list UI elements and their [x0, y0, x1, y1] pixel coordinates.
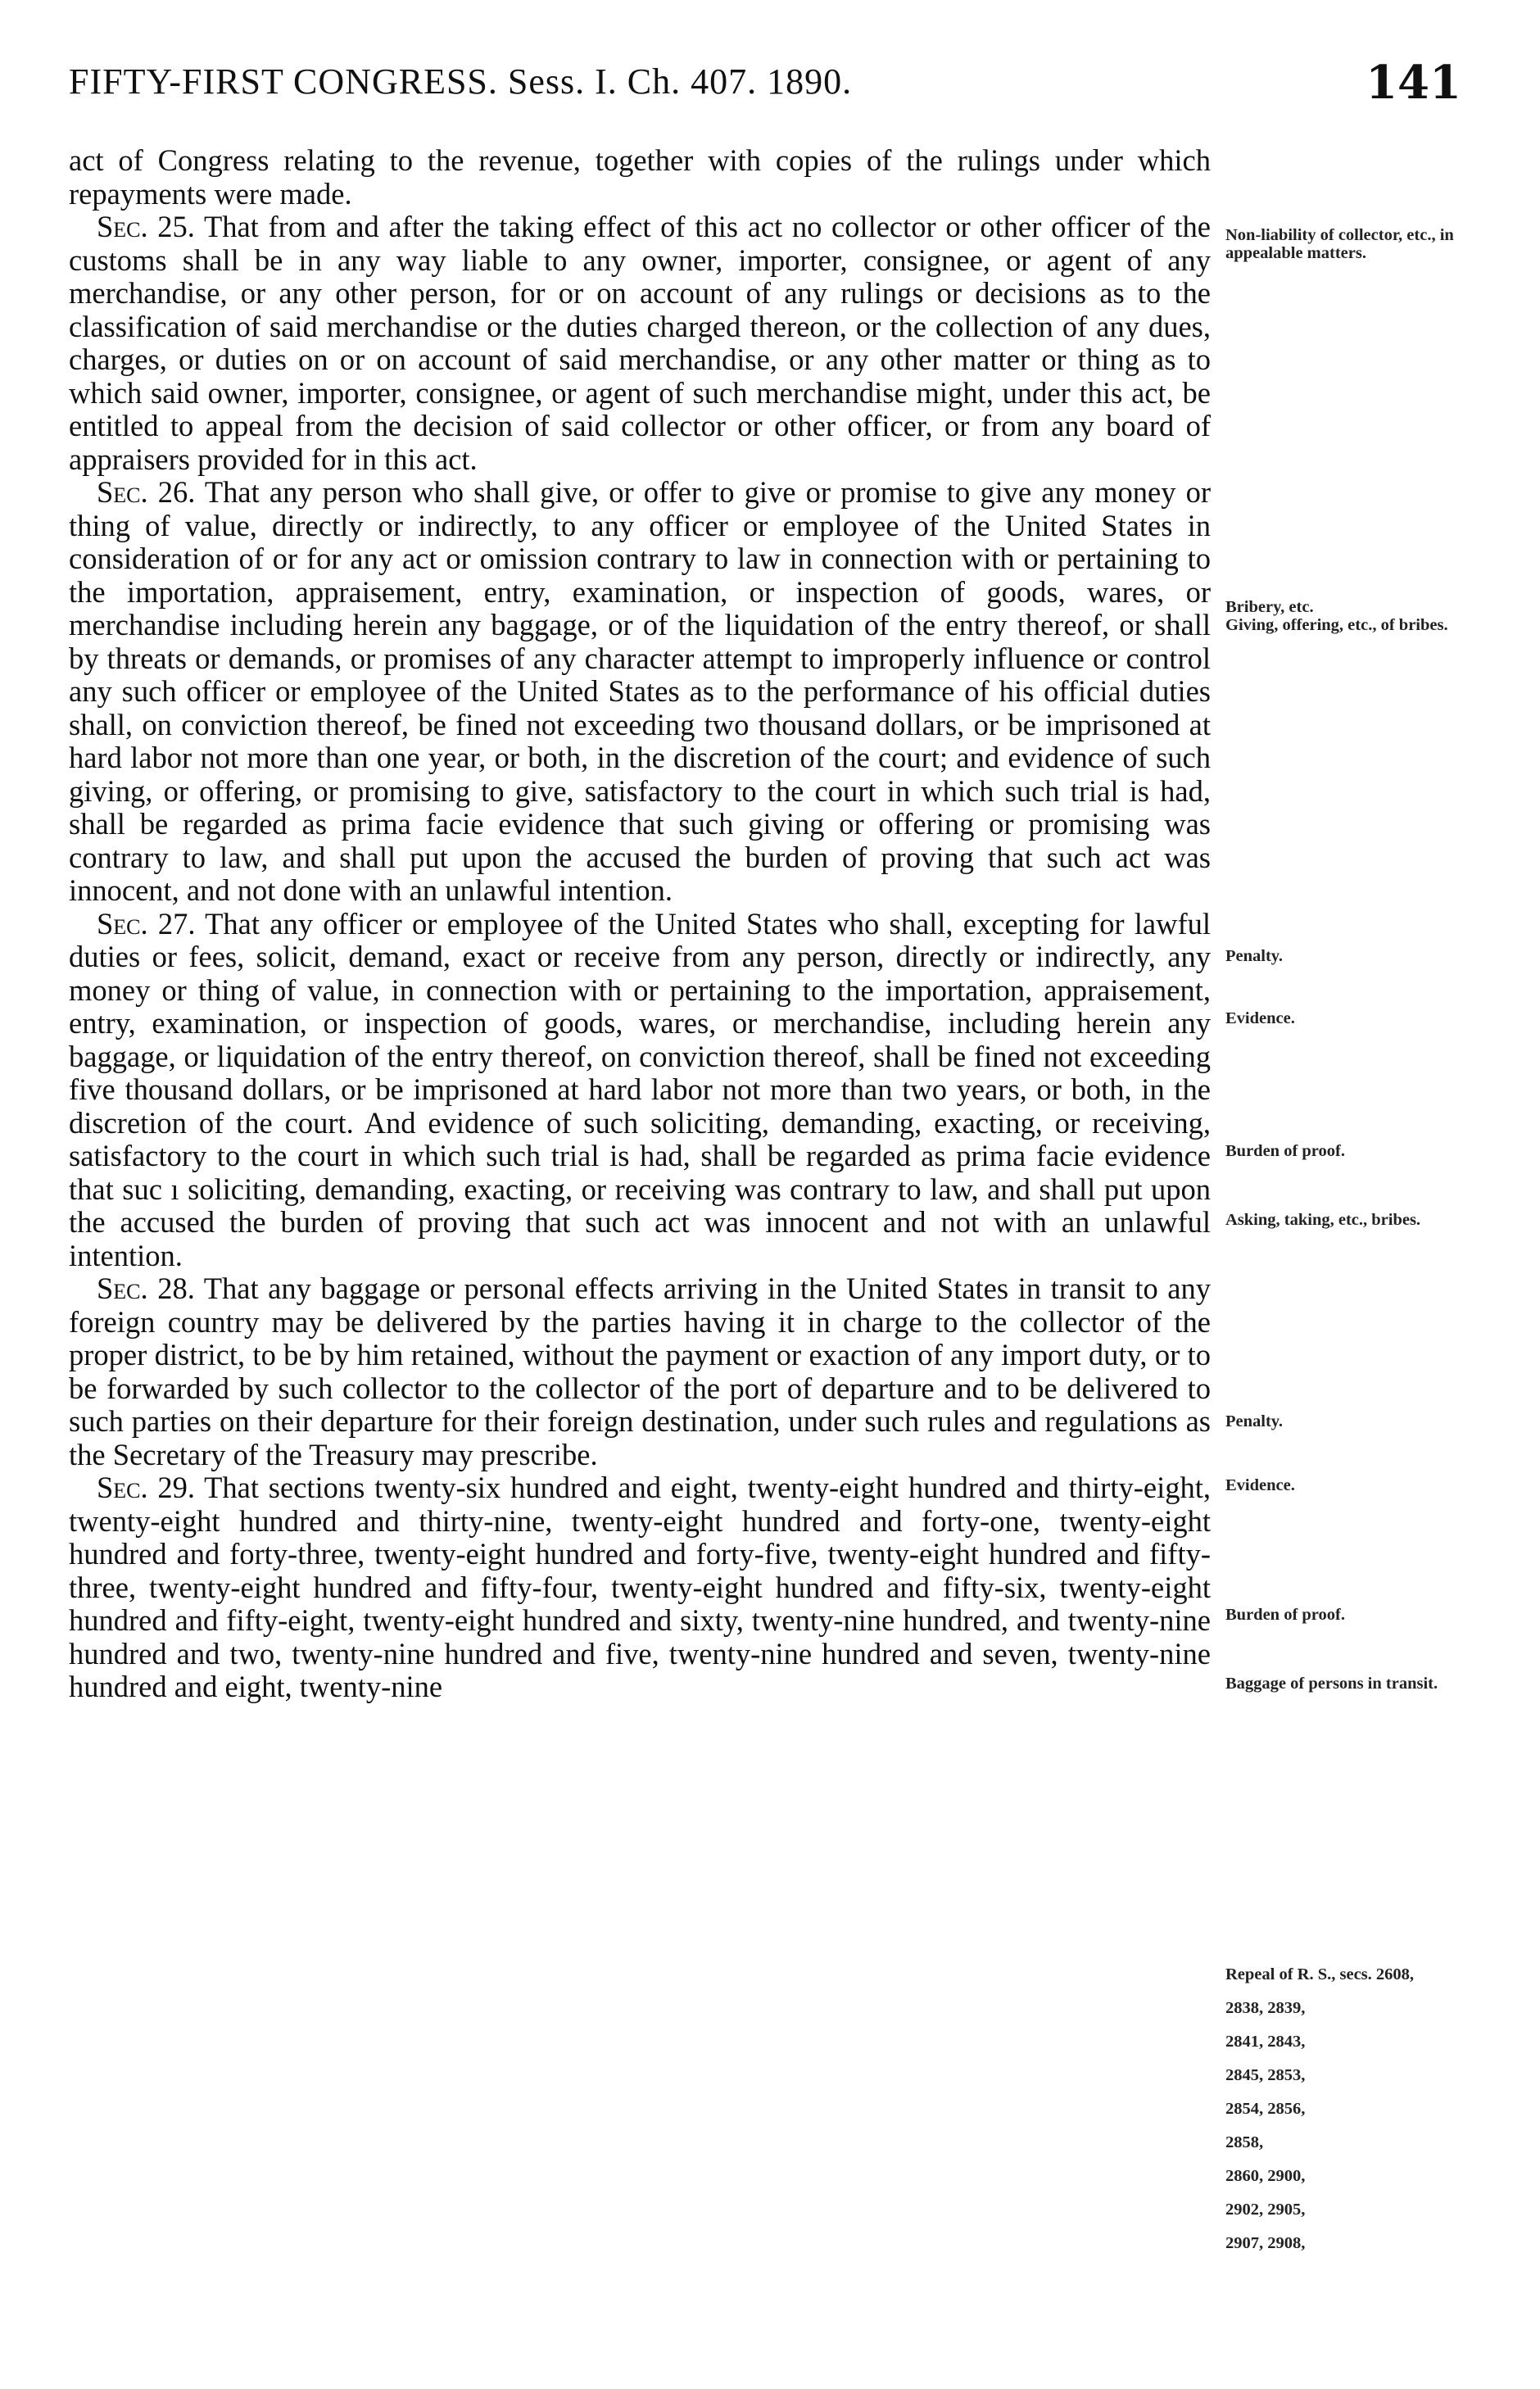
margin-note-asking: Asking, taking, etc., bribes.: [1225, 1211, 1421, 1229]
margin-note-evidence: Evidence.: [1225, 1009, 1295, 1027]
margin-note-penalty: Penalty.: [1225, 1412, 1284, 1430]
margin-note-non-liability: Non-liability of collector, etc., in appealable matters.: [1225, 226, 1454, 262]
section-25: [69, 211, 1211, 476]
margin-note-bribery: Bribery, etc. Giving, offering, etc., of bribes.: [1225, 598, 1448, 634]
section-text: That any person who shall give, or offer to give or promise to give any money or thing of value, directly or indirectly, to any officer or employee of the United States in consideration of or for any act or omission contrary to law in connection with or pertaining to the importation, appraisement, entry, examination, or inspection of goods, wares, or merchandise including herein any baggage, or of the liquidation of the entry thereof, or shall by threats or demands, or promises of any character attempt to improperly influence or control any such officer or employee of the United States as to the performance of his official duties shall, on conviction thereof, be fined not exceeding two thousand dollars, or be imprisoned at hard labor not more than one year, or both, in the discretion of the court; and evidence of such giving, or offering, or promising to give, satisfactory to the court in which such trial is had, shall be regarded as prima facie evidence that such giving or offering or promising was contrary to law, and shall put upon the accused the burden of proving that such act was innocent, and not done with an unlawful intention.: [69, 475, 1211, 907]
margin-note-burden-of-proof: Burden of proof.: [1225, 1142, 1345, 1160]
section-28: [69, 1272, 1211, 1471]
page-header: [69, 56, 1461, 120]
section-29: [69, 1471, 1211, 1704]
margin-note-baggage: Baggage of persons in transit.: [1225, 1675, 1438, 1693]
section-label: Sec. 27.: [97, 906, 196, 941]
page-number: 141: [1366, 56, 1461, 110]
section-text: That any baggage or personal effects arriving in the United States in transit to any foreign country may be delivered by the parties having it in charge to the collector of the proper district, to be by him retained, without the payment or exaction of any import duty, or to be forwarded by such collector to the collector of the port of departure and to be delivered to such parties on their departure for their foreign destination, under such rules and regulations as the Secretary of the Treasury may prescribe.: [69, 1272, 1211, 1471]
section-text: That any officer or employee of the United States who shall, excepting for lawful duties or fees, solicit, demand, exact or receive from any person, directly or indirectly, any money or thing of value, in connection with or pertaining to the importation, appraisement, entry, examination, or inspection of goods, wares, or merchandise, including herein any baggage, or liquidation of the entry thereof, on conviction thereof, shall be fined not exceeding five thousand dollars, or be imprisoned at hard labor not more than two years, or both, in the discretion of the court. And evidence of such soliciting, demanding, exacting, or receiving, satisfactory to the court in which such trial is had, shall be regarded as prima facie evidence that suc ı soliciting, demanding, exacting, or receiving was contrary to law, and shall put upon the accused the burden of proving that such act was innocent and not with an unlawful intention.: [69, 906, 1211, 1272]
section-label: Sec. 29.: [97, 1471, 196, 1504]
section-label: Sec. 26.: [97, 475, 196, 509]
section-label: Sec. 28.: [97, 1272, 195, 1305]
margin-note-burden-of-proof: Burden of proof.: [1225, 1606, 1345, 1624]
margin-note-evidence: Evidence.: [1225, 1476, 1295, 1494]
running-title: FIFTY-FIRST CONGRESS. Sess. I. Ch. 407. 1890.: [69, 61, 853, 102]
section-27: [69, 908, 1211, 1273]
section-label: Sec. 25.: [97, 210, 195, 243]
section-text: That from and after the taking effect of this act no collector or other officer of the customs shall be in any way liable to any owner, importer, consignee, or agent of any merchandise, or any other person, for or on account of any rulings or decisions as to the classification of said merchandise or the duties charged thereon, or the collection of any dues, charges, or duties on or on account of said merchandise, or any other matter or thing as to which said owner, importer, consignee, or agent of such merchandise might, under this act, be entitled to appeal from the decision of said collector or other officer, or from any board of appraisers provided for in this act.: [69, 210, 1211, 476]
section-26: [69, 476, 1211, 908]
paragraph-continuation: act of Congress relating to the revenue, together with copies of the rulings under which repayments were made.: [69, 143, 1211, 211]
section-text: That sections twenty-six hundred and eight, twenty-eight hundred and thirty-eight, twenty-eight hundred and thirty-nine, twenty-eight hundred and forty-one, twenty-eight hundred and forty-three, twenty-eight hundred and forty-five, twenty-eight hundred and fifty-three, twenty-eight hundred and fifty-four, twenty-eight hundred and fifty-six, twenty-eight hundred and fifty-eight, twenty-eight hundred and sixty, twenty-nine hundred, and twenty-nine hundred and two, twenty-nine hundred and five, twenty-nine hundred and seven, twenty-nine hundred and eight, twenty-nine: [69, 1471, 1211, 1703]
margin-note-penalty: Penalty.: [1225, 947, 1284, 965]
margin-note-repeal: Repeal of R. S., secs. 2608, 2838, 2839, 2841, 2843, 2845, 2853, 2854, 2856, 2858, 2860, 2900, 2902, 2905, 2907, 2908,: [1225, 1965, 1415, 2252]
body-text: [69, 144, 1211, 1704]
